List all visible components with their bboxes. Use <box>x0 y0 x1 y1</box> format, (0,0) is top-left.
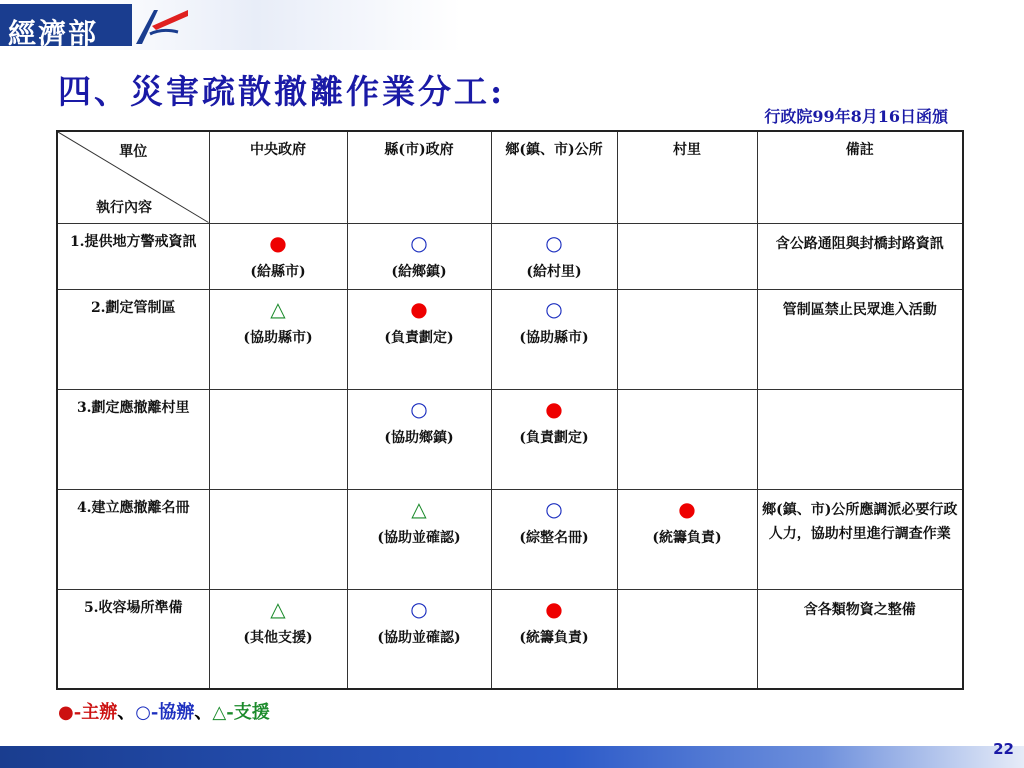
column-header: 鄉(鎮、市)公所 <box>491 131 617 223</box>
table-cell <box>209 223 347 289</box>
table-row <box>57 223 963 289</box>
column-header-remark: 備註 <box>757 131 963 223</box>
legend-support-symbol: △ <box>212 702 227 723</box>
table-cell <box>347 289 491 389</box>
table-cell <box>347 223 491 289</box>
cell-role-text: (負責劃定) <box>384 329 454 346</box>
legend-lead-symbol: ● <box>58 702 74 723</box>
table-cell <box>209 589 347 689</box>
remark-cell: 含各類物資之整備 <box>757 589 963 689</box>
table-cell <box>491 489 617 589</box>
cell-role-text: (負責劃定) <box>519 429 589 446</box>
triangle-icon: △ <box>270 596 286 621</box>
task-division-table <box>56 130 964 690</box>
cell-role-text: (協助鄉鎮) <box>384 429 454 446</box>
remark-cell: 鄉(鎮、市)公所應調派必要行政人力，協助村里進行調查作業 <box>757 489 963 589</box>
cell-role-text: (給縣市) <box>250 263 306 280</box>
table-cell <box>209 489 347 589</box>
table-header-row <box>57 131 963 223</box>
page-title: 四、災害疏散撤離作業分工: <box>58 72 506 111</box>
column-header: 村里 <box>617 131 757 223</box>
legend-lead-label: -主辦 <box>73 702 118 723</box>
legend-assist-label: -協辦 <box>150 702 195 723</box>
row-label: 5.收容場所準備 <box>57 589 209 689</box>
cell-role-text: (統籌負責) <box>519 629 589 646</box>
legend-support-label: -支援 <box>226 702 270 723</box>
logo-swoosh-icon <box>132 4 192 46</box>
table-row <box>57 289 963 389</box>
legend <box>58 698 270 724</box>
table-cell <box>617 223 757 289</box>
triangle-icon: △ <box>270 296 286 321</box>
open-circle-icon: ○ <box>410 596 428 621</box>
filled-circle-icon: ● <box>269 230 287 255</box>
open-circle-icon: ○ <box>545 496 563 521</box>
open-circle-icon: ○ <box>545 230 563 255</box>
legend-separator: 、 <box>117 702 136 723</box>
corner-content-label: 執行內容 <box>96 200 152 217</box>
cell-role-text: (其他支援) <box>243 629 313 646</box>
table-cell <box>491 223 617 289</box>
column-header: 縣(市)政府 <box>347 131 491 223</box>
triangle-icon: △ <box>411 496 427 521</box>
row-label: 4.建立應撤離名冊 <box>57 489 209 589</box>
cell-role-text: (給村里) <box>526 263 582 280</box>
cell-role-text: (協助並確認) <box>377 529 461 546</box>
row-label: 2.劃定管制區 <box>57 289 209 389</box>
table-cell <box>347 589 491 689</box>
row-label: 1.提供地方警戒資訊 <box>57 223 209 289</box>
footer-bar <box>0 746 1024 768</box>
legend-separator: 、 <box>194 702 213 723</box>
table-cell <box>347 489 491 589</box>
corner-cell <box>57 131 209 223</box>
table-cell <box>209 389 347 489</box>
page-number: 22 <box>993 740 1014 758</box>
cell-role-text: (協助並確認) <box>377 629 461 646</box>
corner-unit-label: 單位 <box>119 144 148 160</box>
filled-circle-icon: ● <box>410 296 428 321</box>
table-cell <box>209 289 347 389</box>
table-cell <box>617 589 757 689</box>
row-label: 3.劃定應撤離村里 <box>57 389 209 489</box>
table-row <box>57 489 963 589</box>
filled-circle-icon: ● <box>678 496 696 521</box>
table-cell <box>617 489 757 589</box>
column-header: 中央政府 <box>209 131 347 223</box>
legend-assist-symbol: ○ <box>135 702 151 723</box>
cell-role-text: (協助縣市) <box>243 329 313 346</box>
header-bar <box>0 0 1024 50</box>
open-circle-icon: ○ <box>410 396 428 421</box>
table-cell <box>491 389 617 489</box>
open-circle-icon: ○ <box>545 296 563 321</box>
remark-cell: 含公路通阻與封橋封路資訊 <box>757 223 963 289</box>
filled-circle-icon: ● <box>545 396 563 421</box>
cell-role-text: (協助縣市) <box>519 329 589 346</box>
cell-role-text: (給鄉鎮) <box>391 263 447 280</box>
open-circle-icon: ○ <box>410 230 428 255</box>
remark-cell <box>757 389 963 489</box>
logo <box>0 4 132 50</box>
filled-circle-icon: ● <box>545 596 563 621</box>
cell-role-text: (統籌負責) <box>652 529 722 546</box>
remark-cell: 管制區禁止民眾進入活動 <box>757 289 963 389</box>
table-cell <box>491 589 617 689</box>
table-cell <box>347 389 491 489</box>
cell-role-text: (綜整名冊) <box>519 529 589 546</box>
logo-text: 經濟部 <box>8 17 99 50</box>
table-cell <box>617 389 757 489</box>
page-subtitle: 行政院99年8月16日函頒 <box>764 107 948 126</box>
table-cell <box>491 289 617 389</box>
table-row <box>57 389 963 489</box>
table-row <box>57 589 963 689</box>
table-cell <box>617 289 757 389</box>
